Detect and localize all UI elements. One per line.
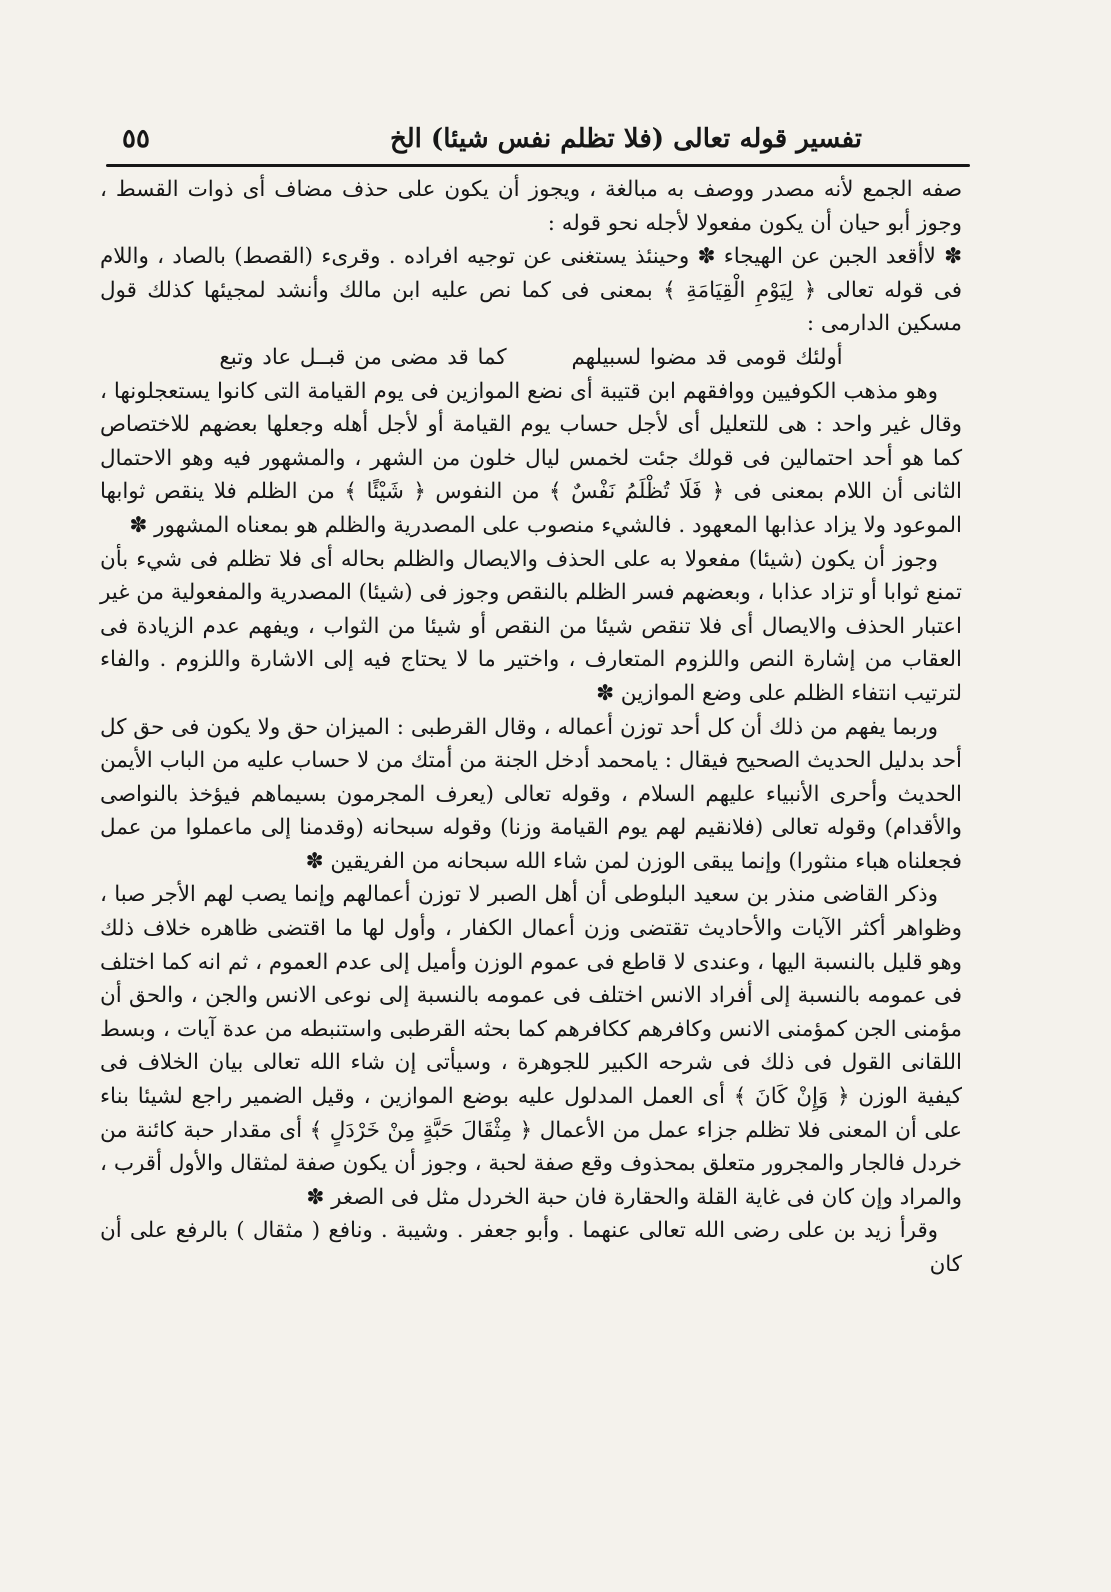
paragraph-4: وجوز أن يكون (شيئا) مفعولا به على الحذف والايصال والظلم بحاله أى فلا تظلم فى شيء بأن تمنع ثوابا أو تزاد عذابا ، وبعضهم فسر الظلم بالنقص وجوز فى (شيئا) المصدرية والمفعولية من غير اعتبار الحذف والايصال أى فلا تنقص شيئا من النقص أو شيئا من الثواب ، ويفهم عدم الزيادة فى العقاب من إشارة النص واللزوم المتعارف ، واختير ما لا يحتاج فيه إلى الاشارة واللزوم . والفاء لترتيب انتفاء الظلم على وضع الموازين ✽ [100, 546, 962, 706]
paragraph-3: وهو مذهب الكوفيين ووافقهم ابن قتيبة أى نضع الموازين فى يوم القيامة التى كانوا يستعجلونها ، وقال غير واحد : هى للتعليل أى لأجل حساب يوم القيامة أو لأجل أهله وجعلها بعضهم للاختصاص كما هو أحد احتمالين فى قولك جئت لخمس ليال خلون من الشهر ، والمشهور فيه وهو الاحتمال الثانى أن اللام بمعنى فى ﴿ فَلَا تُظْلَمُ نَفْسٌ ﴾ من النفوس ﴿ شَيْئًا ﴾ من الظلم فلا ينقص ثوابها الموعود ولا يزاد عذابها المعهود . فالشيء منصوب على المصدرية والظلم هو بمعناه المشهور ✽ [100, 378, 962, 538]
paragraph-7: وقرأ زيد بن على رضى الله تعالى عنهما . وأبو جعفر . وشيبة . ونافع ( مثقال ) بالرفع على أن كان [100, 1218, 962, 1277]
page-header [100, 118, 962, 164]
paragraph-2: ✽ لاأقعد الجبن عن الهيجاء ✽ وحينئذ يستغنى عن توجيه افراده . وقرىء (القصط) بالصاد ، واللام فى قوله تعالى ﴿ لِيَوْمِ الْقِيَامَةِ ﴾ بمعنى فى كما نص عليه ابن مالك وأنشد لمجيئها كذلك قول مسكين الدارمى : [100, 244, 962, 337]
page-body [100, 173, 962, 1282]
page-number: ٥٥ [122, 124, 150, 154]
paragraph-1: صفه الجمع لأنه مصدر ووصف به مبالغة ، ويجوز أن يكون على حذف مضاف أى ذوات القسط ، وجوز أبو حيان أن يكون مفعولا لأجله نحو قوله : [100, 177, 962, 236]
verse-first-hemistich: أولئك قومى قد مضوا لسبيلهم [571, 344, 843, 370]
running-title: تفسير قوله تعالى (فلا تظلم نفس شيئا) الخ [389, 124, 862, 154]
paragraph-6: وذكر القاضى منذر بن سعيد البلوطى أن أهل الصبر لا توزن أعمالهم وإنما يصب لهم الأجر صبا ، وظواهر أكثر الآيات والأحاديث تقتضى وزن أعمال الكفار ، وأول لها ما اقتضى ظاهره خلاف ذلك وهو قليل بالنسبة اليها ، وعندى لا قاطع فى عموم الوزن وأميل إلى عدم العموم ، ثم انه كما اختلف فى عمومه بالنسبة إلى أفراد الانس اختلف فى عمومه بالنسبة إلى نوعى الانس والجن ، والحق أن مؤمنى الجن كمؤمنى الانس وكافرهم ككافرهم كما بحثه القرطبى واستنبطه من عدة آيات ، وبسط اللقانى القول فى ذلك فى شرحه الكبير للجوهرة ، وسيأتى إن شاء الله تعالى بيان الخلاف فى كيفية الوزن ﴿ وَإِنْ كَانَ ﴾ أى العمل المدلول عليه بوضع الموازين ، وقيل الضمير راجع لشيئا بناء على أن المعنى فلا تظلم جزاء عمل من الأعمال ﴿ مِثْقَالَ حَبَّةٍ مِنْ خَرْدَلٍ ﴾ أى مقدار حبة كائنة من خردل فالجار والمجرور متعلق بمحذوف وقع صفة لحبة ، وجوز أن يكون صفة لمثقال والأول أقرب ، والمراد وإن كان فى غاية القلة والحقارة فان حبة الخردل مثل فى الصغر ✽ [100, 882, 962, 1210]
header-rule [106, 164, 970, 167]
book-page [100, 118, 962, 1478]
poetry-verse [100, 341, 962, 375]
paragraph-5: وربما يفهم من ذلك أن كل أحد توزن أعماله ، وقال القرطبى : الميزان حق ولا يكون فى حق كل أحد بدليل الحديث الصحيح فيقال : يامحمد أدخل الجنة من أمتك من لا حساب عليه من الباب الأيمن الحديث وأحرى الأنبياء عليهم السلام ، وقوله تعالى (يعرف المجرمون بسيماهم فيؤخذ بالنواصى والأقدام) وقوله تعالى (فلانقيم لهم يوم القيامة وزنا) وقوله سبحانه (وقدمنا إلى ماعملوا من عمل فجعلناه هباء منثورا) وإنما يبقى الوزن لمن شاء الله سبحانه من الفريقين ✽ [100, 714, 962, 874]
verse-second-hemistich: كما قد مضى من قبــل عاد وتبع [219, 344, 507, 370]
